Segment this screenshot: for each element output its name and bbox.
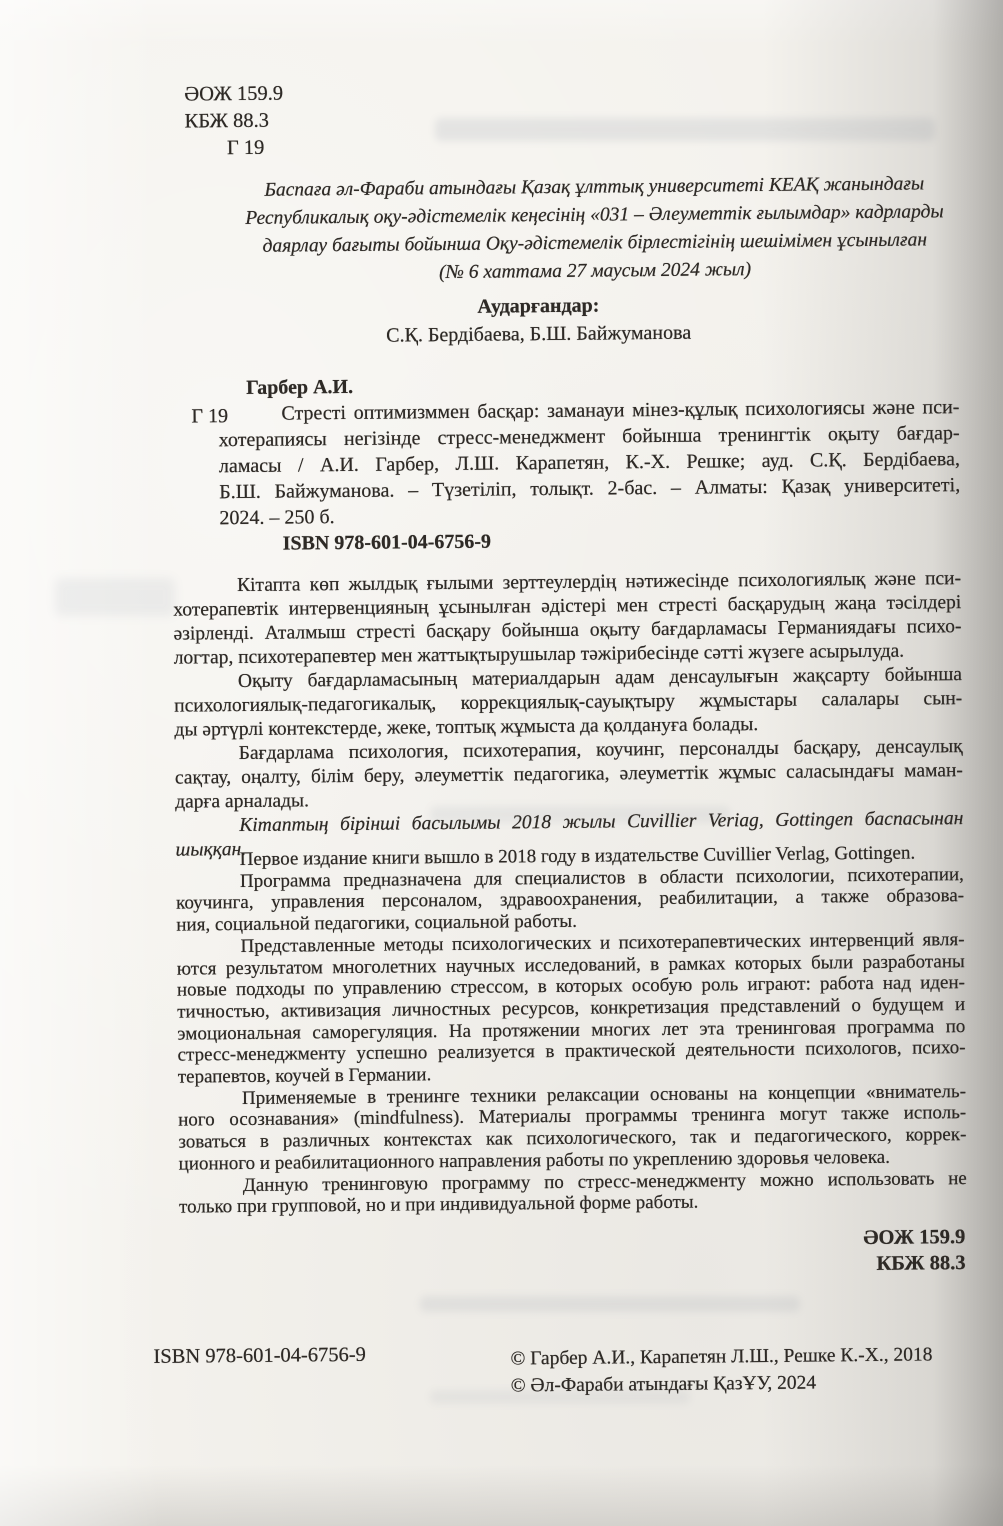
annotation-paragraph [176, 929, 965, 1088]
footer-isbn: ISBN 978-601-04-6756-9 [153, 1343, 366, 1368]
annotation-paragraph [174, 663, 963, 743]
text-line: шыққан. [175, 838, 247, 861]
bbk-code: КБЖ 88.3 [184, 109, 270, 133]
text-line: Данную тренинговую программу по стресс-менеджменту можно использовать не [242, 1167, 967, 1196]
annotation-kazakh [173, 567, 964, 863]
annotation-paragraph [175, 735, 964, 815]
footer-row [150, 1334, 969, 1432]
text-line: ламасы / А.И. Гарбер, Л.Ш. Карапетян, К.-Х. Решке; ауд. С.Қ. Бердібаева, [218, 448, 961, 478]
annotation-paragraph [173, 567, 962, 671]
catalog-author-heading: Гарбер А.И. [246, 375, 354, 399]
text-line: только при групповой, но и при индивидуальной форме работы. [178, 1191, 699, 1218]
text-line: 2024. – 250 б. [219, 506, 335, 530]
text-line: сақтау, оңалту, білім беру, әлеуметтік педагогика, әлеуметтік жұмыс саласындағы маман- [174, 760, 963, 789]
text-line: Республикалық оқу-әдістемелік кеңесінің «031 – Әлеуметтік ғылымдар» кадрларды [245, 201, 944, 229]
text-line: © Әл-Фараби атындағы ҚазҰУ, 2024 [510, 1372, 817, 1396]
text-line: даярлау бағыты бойынша Оқу-әдістемелік бірлестігінің шешімімен ұсынылған [262, 229, 928, 257]
footer-bbk-code: КБЖ 88.3 [876, 1252, 966, 1275]
text-line: Кітаптың бірінші басылымы 2018 жылы Cuvillier Veriag, Gottingen баспасынан [239, 808, 964, 837]
author-mark: Г 19 [226, 136, 265, 160]
text-line: әзірленді. Аталмыш стресті басқару бойынша оқыту бағдарламасы Германиядағы психо- [173, 616, 962, 645]
catalog-card [191, 368, 961, 557]
text-line: Оқыту бағдарламасының материалдарын адам денсаулығын жақсарту бойынша [237, 664, 963, 693]
text-line: © Гарбер А.И., Карапетян Л.Ш., Решке К.-Х., 2018 [510, 1344, 933, 1370]
text-line: тичностью, активизация личностных ресурсов, конкретизация представлений о будущем и [177, 993, 966, 1023]
recommendation-note [214, 170, 975, 289]
annotation-russian [176, 842, 968, 1219]
text-line: ды әртүрлі контекстерде, жеке, топтық жұмыста да қолдануға болады. [174, 714, 759, 741]
text-line: ния, социальной педагогики, социальной работы. [176, 910, 577, 936]
header-codes [184, 81, 283, 163]
udc-code: ӘОЖ 159.9 [184, 82, 284, 106]
footer-codes [863, 1224, 966, 1277]
catalog-isbn: ISBN 978-601-04-6756-9 [282, 530, 492, 555]
footer-udc-code: ӘОЖ 159.9 [863, 1226, 966, 1250]
text-line: зоваться в различных контекстах как психологического, так и педагогического, коррек- [178, 1124, 967, 1153]
page-content [138, 70, 970, 1498]
text-line: Б.Ш. Байжуманова. – Түзетіліп, толықт. 2-бас. – Алматы: Қазақ университеті, [219, 474, 961, 504]
text-line: Представленные методы психологических и психотерапевтических интервенций явля- [240, 928, 965, 957]
text-line: психологиялық-педагогикалық, коррекциялық-сауықтыру жұмыстары салалары сын- [174, 688, 963, 717]
text-line: терапевтов, коучей в Германии. [177, 1064, 432, 1088]
text-line: Кітапта көп жылдық ғылыми зерттеулердің нәтижесінде психологиялық және пси- [236, 568, 962, 597]
text-line: хотерапевтік интервенцияның ұсынылған әдістері мен стресті басқарудың жаңа тәсілдері [173, 592, 962, 621]
text-line: ционного и реабилитационного направления работы по укреплению здоровья человека. [178, 1146, 891, 1175]
annotation-paragraph [176, 864, 965, 937]
text-line: Первое издание книги вышло в 2018 году в издательстве Cuvillier Verlag, Gottingen. [239, 842, 916, 871]
text-line: ного осознавания» (mindfulness). Материалы программы тренинга могут также исполь- [178, 1102, 967, 1132]
text-line: коучинга, управления персоналом, здравоохранения, реабилитации, а также образова- [176, 885, 965, 915]
text-line: ются результатом многолетних научных исследований, в рамках которых были разработаны [176, 950, 965, 980]
text-line: логтар, психотерапевтер мен жаттықтырушылар тәжірибесінде сәтті жүзеге асырылуда. [173, 640, 905, 669]
text-line: эмоциональная саморегуляция. На протяжении многих лет эта тренинговая программа по [177, 1015, 966, 1045]
text-line: стресс-менеджменту успешно реализуется в практической деятельности психологов, психо- [177, 1037, 966, 1066]
copyright-lines [510, 1342, 932, 1399]
text-line: (№ 6 хаттама 27 маусым 2024 жыл) [438, 259, 752, 284]
text-line: Применяемые в тренинге техники релаксации основаны на концепции «вниматель- [241, 1080, 967, 1109]
translators-heading: Аударғандар: [477, 294, 600, 318]
catalog-margin-mark: Г 19 [191, 405, 229, 428]
text-line: новые подходы по управлению стрессом, в которых особую роль играют: работа над иден- [176, 972, 966, 1001]
text-line: Баспаға әл-Фараби атындағы Қазақ ұлттық университеті КЕАҚ жанындағы [264, 173, 925, 201]
text-line: Программа предназначена для специалистов в области психологии, психотерапии, [239, 863, 964, 892]
catalog-entry [218, 394, 960, 531]
translators-names: С.Қ. Бердібаева, Б.Ш. Байжуманова [386, 321, 692, 347]
text-line: дарға арналады. [175, 790, 310, 813]
annotation-paragraph [178, 1081, 967, 1175]
text-line: хотерапиясы негізінде стресс-менеджмент бойынша тренингтік оқыту бағдар- [218, 422, 960, 452]
text-line: Стресті оптимизммен басқар: заманауи мінез-құлық психологиясы және пси- [281, 396, 960, 425]
text-line: Бағдарлама психология, психотерапия, коучинг, персоналды басқару, денсаулық [238, 736, 963, 765]
translators-block [158, 288, 919, 351]
annotation-paragraph [179, 1168, 967, 1219]
